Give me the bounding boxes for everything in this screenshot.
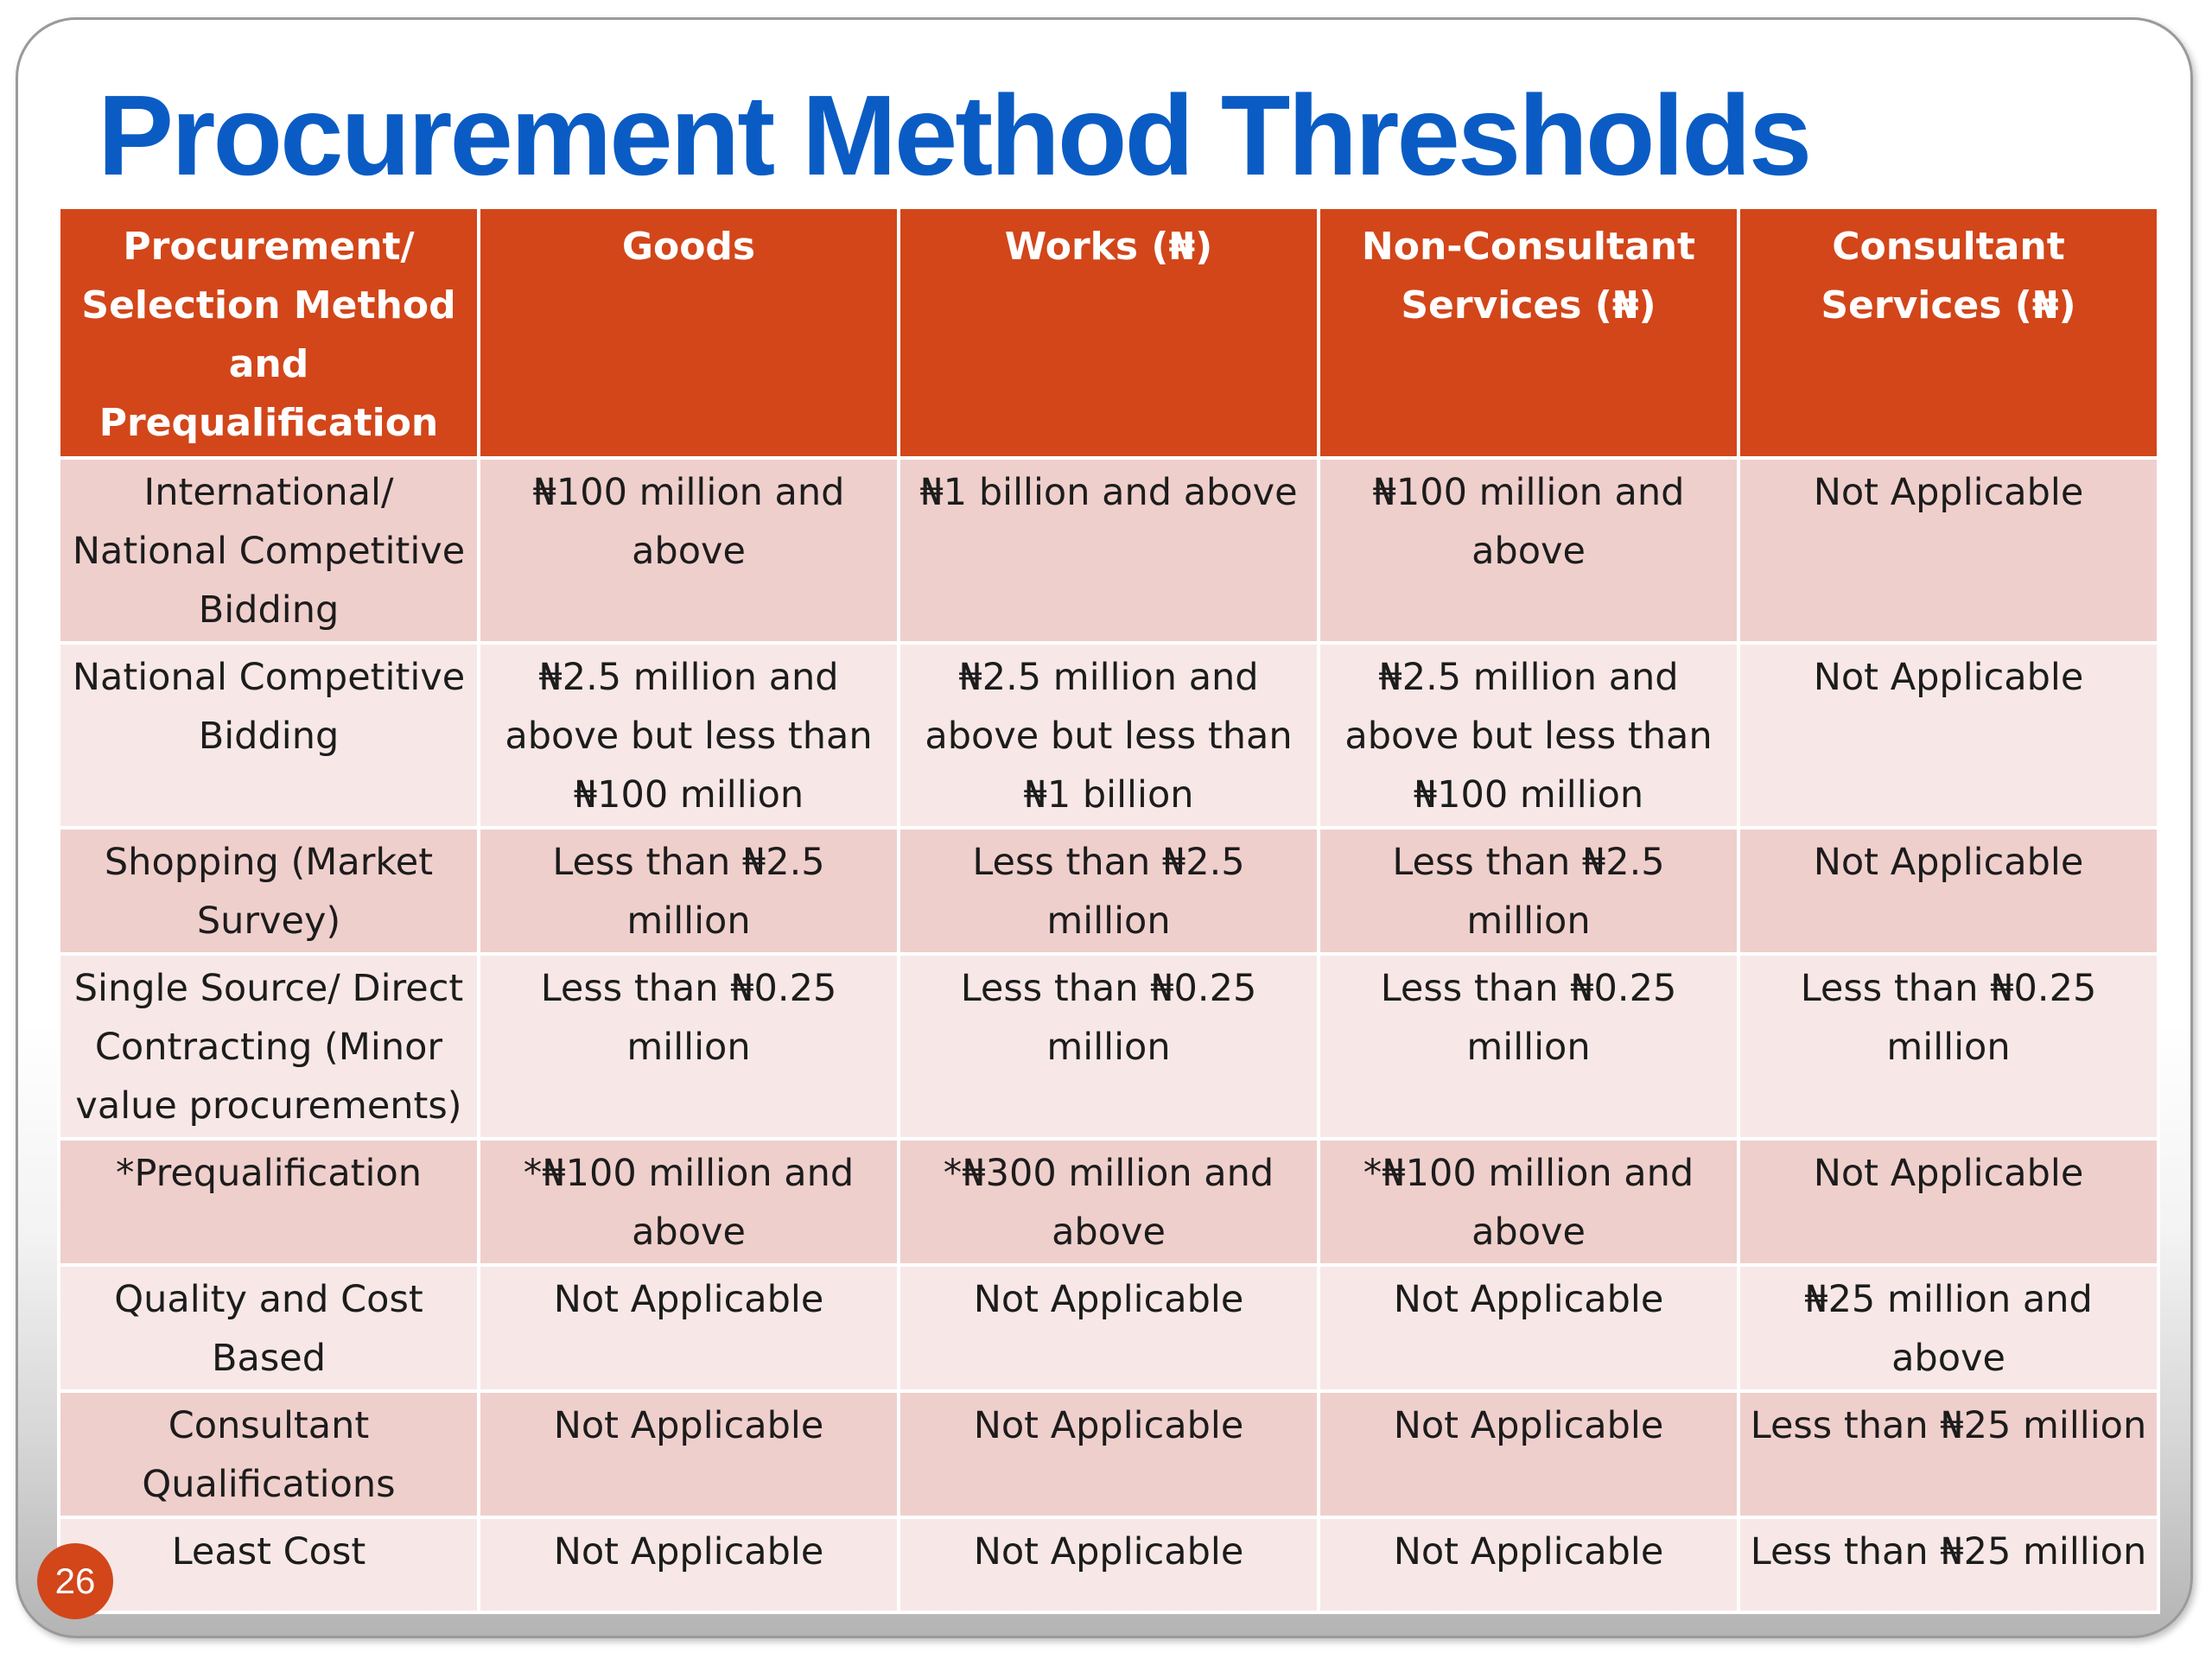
cell-non-consultant: ₦2.5 million and above but less than ₦100 million: [1319, 643, 1738, 828]
cell-goods: Not Applicable: [479, 1391, 899, 1517]
cell-consultant: Less than ₦25 million: [1738, 1517, 2158, 1612]
cell-works: Less than ₦0.25 million: [899, 954, 1319, 1139]
cell-consultant: Not Applicable: [1738, 458, 2158, 643]
cell-method: Shopping (Market Survey): [59, 828, 479, 954]
cell-non-consultant: Not Applicable: [1319, 1391, 1738, 1517]
table-row: [59, 828, 2158, 954]
table-row: [59, 1391, 2158, 1517]
slide-title: Procurement Method Thresholds: [98, 72, 1810, 199]
table-header-row: [59, 207, 2158, 458]
cell-consultant: ₦25 million and above: [1738, 1265, 2158, 1391]
cell-works: ₦1 billion and above: [899, 458, 1319, 643]
cell-goods: ₦2.5 million and above but less than ₦100 million: [479, 643, 899, 828]
cell-consultant: Not Applicable: [1738, 1139, 2158, 1265]
cell-works: Not Applicable: [899, 1391, 1319, 1517]
cell-method: International/ National Competitive Bidding: [59, 458, 479, 643]
table-row: [59, 1139, 2158, 1265]
header-non-consultant-services: Non-Consultant Services (₦): [1319, 207, 1738, 458]
cell-non-consultant: Not Applicable: [1319, 1265, 1738, 1391]
cell-non-consultant: Less than ₦0.25 million: [1319, 954, 1738, 1139]
cell-works: Not Applicable: [899, 1265, 1319, 1391]
cell-goods: Not Applicable: [479, 1265, 899, 1391]
cell-consultant: Less than ₦0.25 million: [1738, 954, 2158, 1139]
cell-goods: *₦100 million and above: [479, 1139, 899, 1265]
page-number-badge: 26: [37, 1543, 113, 1619]
header-method: Procurement/ Selection Method and Prequalification: [59, 207, 479, 458]
cell-goods: Not Applicable: [479, 1517, 899, 1612]
cell-method: Quality and Cost Based: [59, 1265, 479, 1391]
cell-consultant: Less than ₦25 million: [1738, 1391, 2158, 1517]
cell-consultant: Not Applicable: [1738, 828, 2158, 954]
cell-method: Least Cost: [59, 1517, 479, 1612]
thresholds-table: [57, 206, 2160, 1614]
table-row: [59, 458, 2158, 643]
cell-works: ₦2.5 million and above but less than ₦1 billion: [899, 643, 1319, 828]
cell-works: *₦300 million and above: [899, 1139, 1319, 1265]
table-row: [59, 643, 2158, 828]
table-row: [59, 1517, 2158, 1612]
header-goods: Goods: [479, 207, 899, 458]
table-row: [59, 1265, 2158, 1391]
cell-goods: Less than ₦2.5 million: [479, 828, 899, 954]
table-row: [59, 954, 2158, 1139]
cell-consultant: Not Applicable: [1738, 643, 2158, 828]
header-consultant-services: Consultant Services (₦): [1738, 207, 2158, 458]
slide: [16, 17, 2193, 1638]
cell-non-consultant: ₦100 million and above: [1319, 458, 1738, 643]
cell-method: Single Source/ Direct Contracting (Minor value procurements): [59, 954, 479, 1139]
cell-goods: Less than ₦0.25 million: [479, 954, 899, 1139]
cell-works: Less than ₦2.5 million: [899, 828, 1319, 954]
cell-method: Consultant Qualifications: [59, 1391, 479, 1517]
cell-non-consultant: Less than ₦2.5 million: [1319, 828, 1738, 954]
header-works: Works (₦): [899, 207, 1319, 458]
cell-non-consultant: Not Applicable: [1319, 1517, 1738, 1612]
cell-method: National Competitive Bidding: [59, 643, 479, 828]
cell-non-consultant: *₦100 million and above: [1319, 1139, 1738, 1265]
cell-works: Not Applicable: [899, 1517, 1319, 1612]
cell-method: *Prequalification: [59, 1139, 479, 1265]
cell-goods: ₦100 million and above: [479, 458, 899, 643]
